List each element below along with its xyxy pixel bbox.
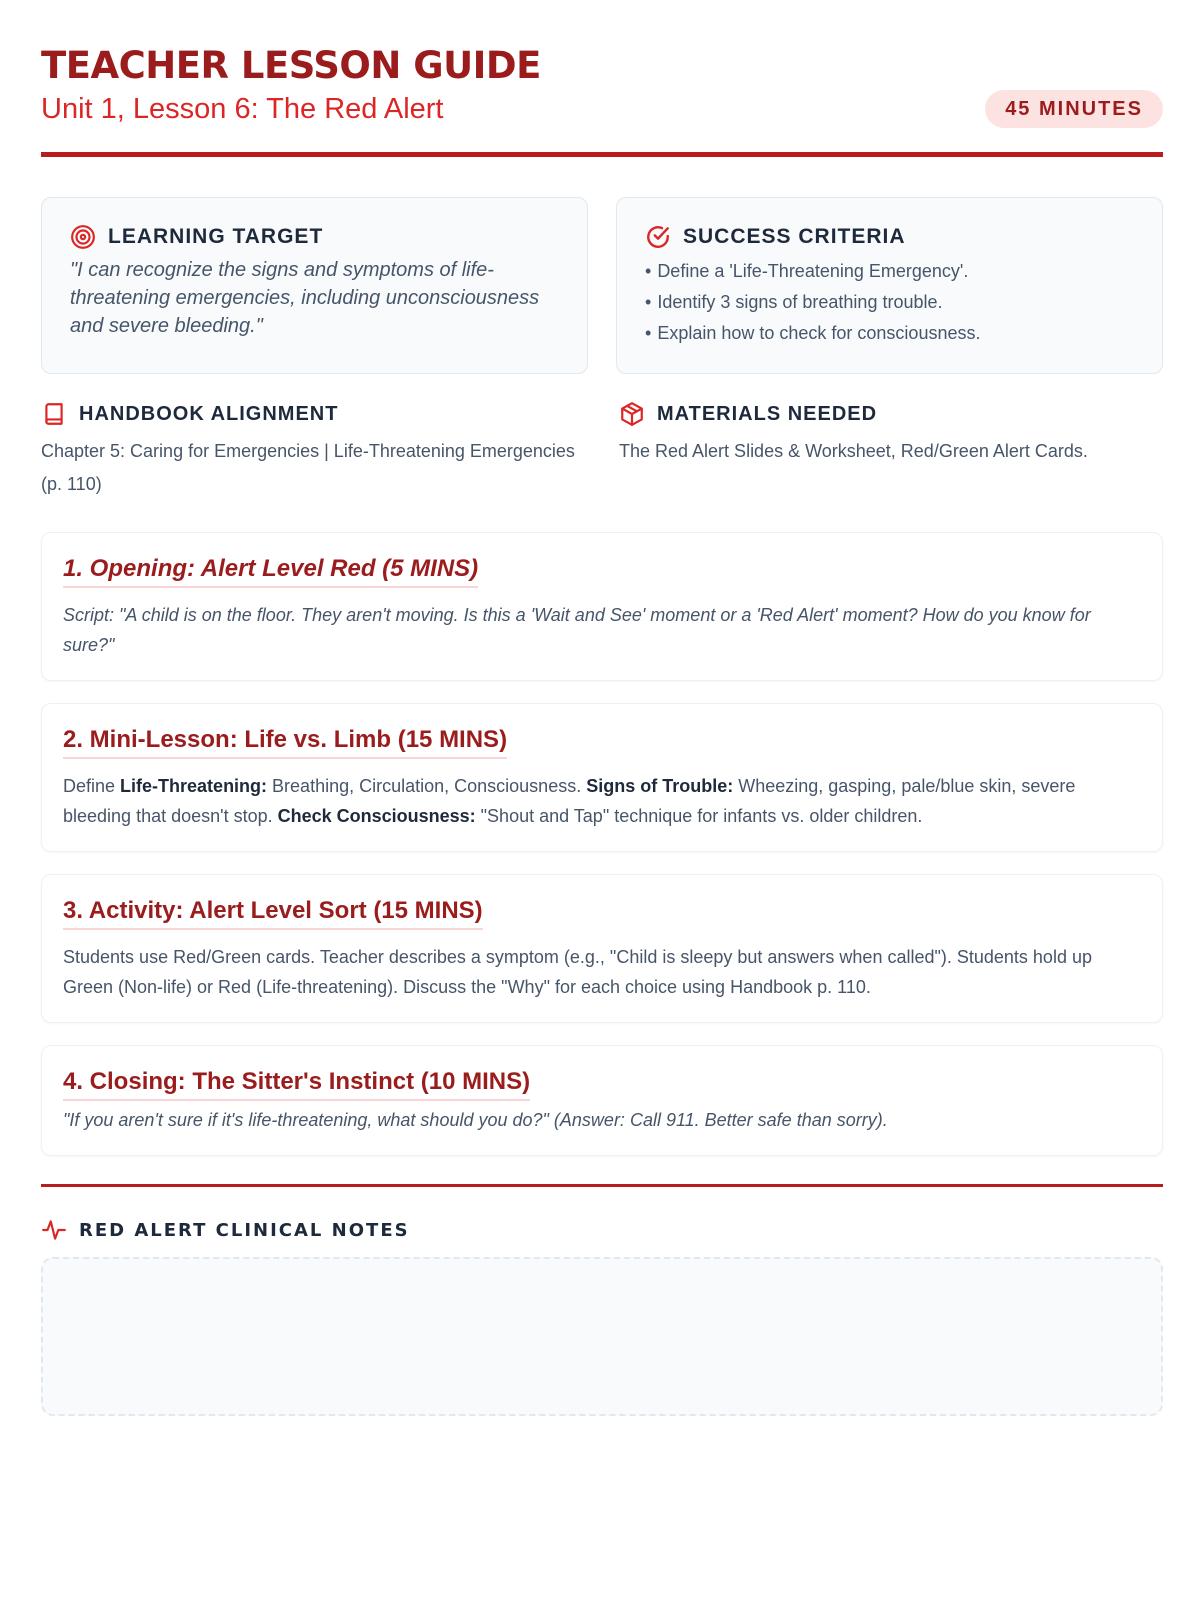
success-criteria-list xyxy=(645,256,1134,349)
learning-target-text: "I can recognize the signs and symptoms of life-threatening emergencies, including unconsciousness and severe bleeding." xyxy=(70,259,540,337)
section-title: 2. Mini-Lesson: Life vs. Limb (15 MINS) xyxy=(63,724,507,759)
header xyxy=(41,44,1163,157)
section-activity xyxy=(41,874,1163,1023)
notes-header xyxy=(41,1217,1163,1243)
handbook-text: Chapter 5: Caring for Emergencies | Life-Threatening Emergencies (p. 110) xyxy=(41,441,575,494)
term-signs-of-trouble: Signs of Trouble: xyxy=(586,776,734,796)
duration-badge: 45 MINUTES xyxy=(985,90,1163,128)
body-text: Wheezing, gasping, pale/blue skin, severe bleeding that doesn't stop. xyxy=(63,776,1076,826)
body-text: Breathing, Circulation, Consciousness. xyxy=(267,776,587,796)
body-text: Define xyxy=(63,776,121,796)
list-item: • Identify 3 signs of breathing trouble. xyxy=(645,287,1134,318)
clinical-notes-area[interactable] xyxy=(41,1257,1163,1416)
section-body: Script: "A child is on the floor. They aren't moving. Is this a 'Wait and See' moment or a 'Red Alert' moment? How do you know for sure?" xyxy=(63,605,1091,655)
meta-row xyxy=(41,401,1163,501)
header-row xyxy=(41,90,1163,128)
pulse-icon xyxy=(41,1217,67,1243)
book-icon xyxy=(41,401,67,427)
term-check-consciousness: Check Consciousness: xyxy=(277,806,476,826)
list-item: • Explain how to check for consciousness. xyxy=(645,318,1134,349)
handbook-alignment xyxy=(41,401,585,501)
header-divider xyxy=(41,152,1163,157)
learning-target-title: LEARNING TARGET xyxy=(108,225,324,248)
lesson-guide-page xyxy=(41,44,1163,1416)
section-body: Students use Red/Green cards. Teacher describes a symptom (e.g., "Child is sleepy but answers when called"). Students hold up Green (Non-life) or Red (Life-threatening). Discuss the "Why" for each choice using Handbook p. 110. xyxy=(63,947,1092,997)
materials-header xyxy=(619,401,1163,427)
page-title: TEACHER LESSON GUIDE xyxy=(41,44,541,87)
handbook-header xyxy=(41,401,585,427)
term-life-threatening: Life-Threatening: xyxy=(120,776,268,796)
success-criteria-card xyxy=(616,197,1163,374)
materials-text: The Red Alert Slides & Worksheet, Red/Green Alert Cards. xyxy=(619,441,1088,461)
target-icon xyxy=(70,224,96,250)
section-body xyxy=(63,771,1141,831)
section-mini-lesson xyxy=(41,703,1163,852)
objectives-cards xyxy=(41,197,1163,374)
notes-divider xyxy=(41,1184,1163,1187)
section-closing xyxy=(41,1045,1163,1156)
handbook-title: HANDBOOK ALIGNMENT xyxy=(79,402,339,425)
section-title: 4. Closing: The Sitter's Instinct (10 MINS) xyxy=(63,1066,530,1101)
list-item: • Define a 'Life-Threatening Emergency'. xyxy=(645,256,1134,287)
section-title: 3. Activity: Alert Level Sort (15 MINS) xyxy=(63,895,483,930)
section-body: "If you aren't sure if it's life-threatening, what should you do?" (Answer: Call 911. Better safe than sorry). xyxy=(63,1110,888,1130)
materials-title: MATERIALS NEEDED xyxy=(657,402,878,425)
section-title: 1. Opening: Alert Level Red (5 MINS) xyxy=(63,553,478,588)
materials-needed xyxy=(613,401,1163,501)
lesson-subtitle: Unit 1, Lesson 6: The Red Alert xyxy=(41,93,444,125)
body-text: "Shout and Tap" technique for infants vs. older children. xyxy=(475,806,923,826)
check-circle-icon xyxy=(645,224,671,250)
learning-target-card xyxy=(41,197,588,374)
learning-target-header xyxy=(70,224,559,250)
success-criteria-title: SUCCESS CRITERIA xyxy=(683,225,906,248)
success-criteria-header xyxy=(645,224,1134,250)
notes-title: RED ALERT CLINICAL NOTES xyxy=(79,1219,410,1241)
section-opening xyxy=(41,532,1163,681)
package-icon xyxy=(619,401,645,427)
